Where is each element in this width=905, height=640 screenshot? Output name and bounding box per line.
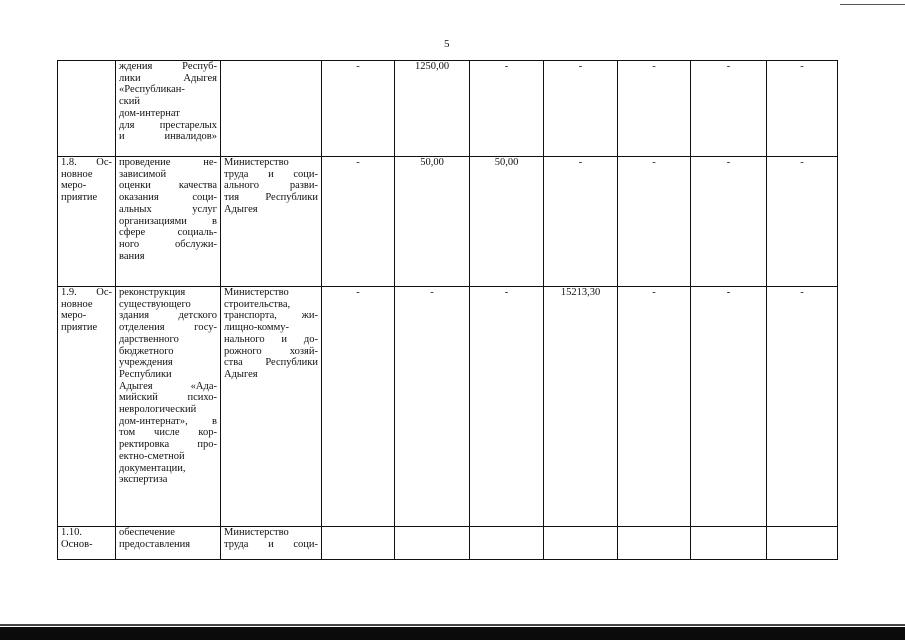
- item-cell: [58, 61, 116, 157]
- value-cell: -: [470, 287, 544, 527]
- top-edge-rule: [840, 4, 905, 5]
- scan-bottom-border: [0, 627, 905, 640]
- value-cell: -: [544, 61, 618, 157]
- value-cell: [767, 527, 838, 560]
- item-cell: 1.9. Ос- новное меро- приятие: [58, 287, 116, 527]
- activity-name-cell: реконструкция существующего здания детского отделения госу- дарственного бюджетного учреждения Республики Адыгея «Ада- мийский психо- неврологический дом-интернат», в том числе кор- ректировка про- ектно-сметной документации, экспертиза: [116, 287, 221, 527]
- table-row: [58, 287, 838, 527]
- value-cell: -: [322, 61, 395, 157]
- value-cell: -: [767, 61, 838, 157]
- table-row: [58, 157, 838, 287]
- activity-name-cell: ждения Респуб- лики Адыгея «Республикан- ский дом-интернат для престарелых и инвалидов»: [116, 61, 221, 157]
- value-cell: -: [322, 157, 395, 287]
- program-activities-table: [57, 60, 838, 560]
- value-cell: -: [544, 157, 618, 287]
- value-cell: -: [691, 61, 767, 157]
- value-cell: -: [691, 157, 767, 287]
- value-cell: 50,00: [395, 157, 470, 287]
- page-number: 5: [444, 38, 450, 50]
- executor-cell: Министерство труда и соци- ального разви- тия Республики Адыгея: [221, 157, 322, 287]
- value-cell: -: [618, 61, 691, 157]
- value-cell: -: [691, 287, 767, 527]
- executor-cell: Министерство труда и соци-: [221, 527, 322, 560]
- value-cell: -: [618, 157, 691, 287]
- item-cell: 1.10. Основ-: [58, 527, 116, 560]
- value-cell: -: [322, 287, 395, 527]
- value-cell: [618, 527, 691, 560]
- value-cell: [395, 527, 470, 560]
- value-cell: -: [618, 287, 691, 527]
- value-cell: -: [395, 287, 470, 527]
- value-cell: 15213,30: [544, 287, 618, 527]
- item-cell: 1.8. Ос- новное меро- приятие: [58, 157, 116, 287]
- value-cell: [470, 527, 544, 560]
- value-cell: [322, 527, 395, 560]
- value-cell: [691, 527, 767, 560]
- scan-bottom-edge: [0, 624, 905, 626]
- executor-cell: Министерство строительства, транспорта, жи- лищно-комму- нального и до- рожного хозяй- ства Республики Адыгея: [221, 287, 322, 527]
- table-row: [58, 61, 838, 157]
- activity-name-cell: проведение не- зависимой оценки качества оказания соци- альных услуг организациями в сфере социаль- ного обслужи- вания: [116, 157, 221, 287]
- value-cell: 1250,00: [395, 61, 470, 157]
- value-cell: -: [767, 157, 838, 287]
- executor-cell: [221, 61, 322, 157]
- table-row: [58, 527, 838, 560]
- activity-name-cell: обеспечение предоставления: [116, 527, 221, 560]
- value-cell: -: [470, 61, 544, 157]
- value-cell: 50,00: [470, 157, 544, 287]
- value-cell: -: [767, 287, 838, 527]
- value-cell: [544, 527, 618, 560]
